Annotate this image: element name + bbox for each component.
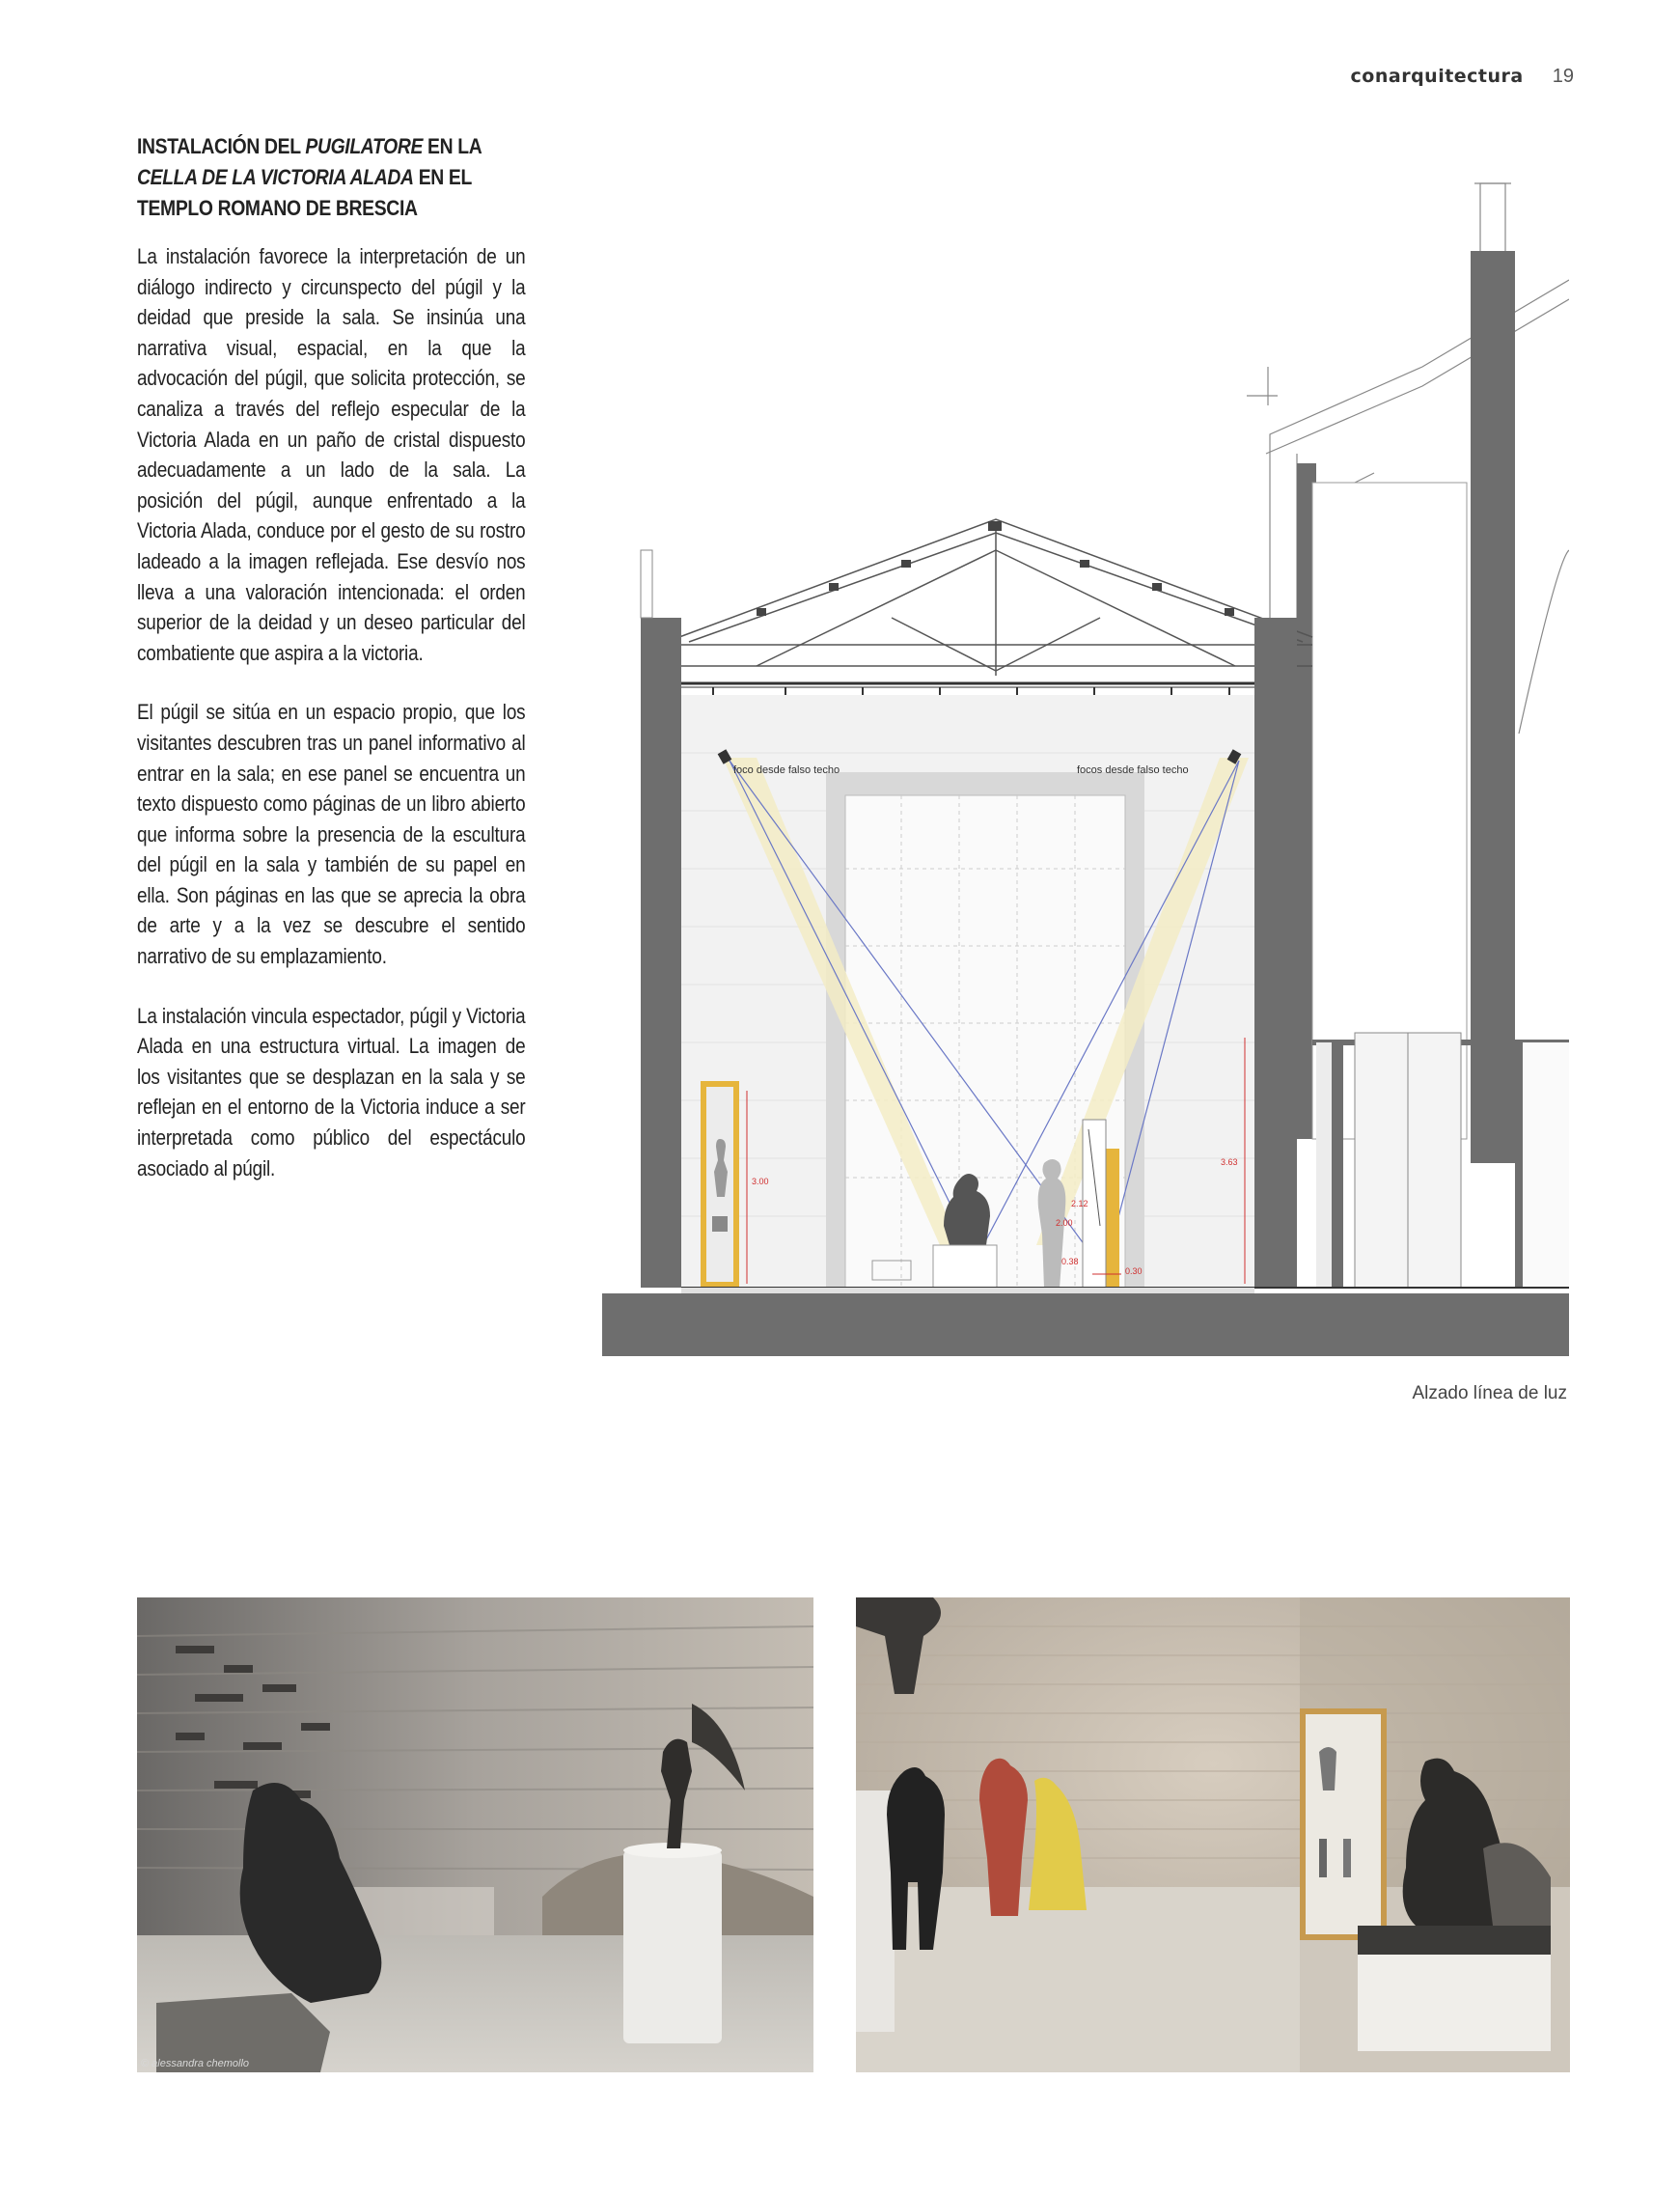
label-left-spot: foco desde falso techo xyxy=(733,764,840,776)
article-title xyxy=(137,131,485,224)
dim-3-00: 3.00 xyxy=(752,1177,769,1186)
dim-2-12: 2.12 xyxy=(1071,1199,1088,1208)
drawing-caption: Alzado línea de luz xyxy=(1412,1383,1567,1403)
photo-visitors-reflection xyxy=(856,1597,1570,2072)
page-number: 19 xyxy=(1552,66,1574,87)
right-chimney xyxy=(1471,251,1515,1163)
dim-0-30: 0.30 xyxy=(1125,1266,1143,1276)
dim-3-63: 3.63 xyxy=(1221,1157,1238,1167)
title-part: EN LA xyxy=(423,134,482,158)
photo-credit: © alessandra chemollo xyxy=(141,2058,250,2069)
floor-slab xyxy=(602,1293,1569,1356)
paragraph: El púgil se sitúa en un espacio propio, que los visitantes descubren tras un panel informativo al entrar en la sala; en ese panel se encuentra un texto dispuesto como páginas de un libro abierto que informa sobre la presencia de la escultura del púgil en la sala y también de su papel en ella. Son páginas en las que se aprecia la obra de arte y a la vez se descubre el sentido narrativo de su emplazamiento. xyxy=(137,700,526,969)
photo-boxer-victory xyxy=(137,1597,813,2072)
article-body xyxy=(137,241,525,1212)
dim-2-00: 2.00 xyxy=(1056,1218,1073,1228)
title-part: INSTALACIÓN DEL xyxy=(137,134,306,158)
left-wall xyxy=(641,618,681,1288)
title-part-italic: PUGILATORE xyxy=(305,134,424,158)
title-part: EN EL TEMPLO ROMANO DE BRESCIA xyxy=(137,165,472,220)
dim-0-38: 0.38 xyxy=(1061,1257,1079,1266)
page-header xyxy=(1351,66,1574,88)
label-right-spot: focos desde falso techo xyxy=(1077,764,1189,776)
title-part-italic: CELLA DE LA VICTORIA ALADA xyxy=(137,165,414,189)
section-drawing xyxy=(602,135,1569,1356)
paragraph: La instalación vincula espectador, púgil y Victoria Alada en una estructura virtual. La imagen de los visitantes que se desplazan en la sala y se reflejan en el entorno de la Victoria induce a ser interpretada como público del espectáculo asociado al púgil. xyxy=(137,1003,526,1180)
paragraph: La instalación favorece la interpretación de un diálogo indirecto y circunspecto del púgil y la deidad que preside la sala. Se insinúa una narrativa visual, espacial, en la que la advocación del púgil, que solicita protección, se canaliza a través del reflejo especular de la Victoria Alada en un paño de cristal dispuesto adecuadamente a un lado de la sala. La posición del púgil, aunque enfrentado a la Victoria Alada, conduce por el gesto de su rostro ladeado a la imagen reflejada. Ese desvío nos lleva a una valoración intencionada: el orden superior de la deidad y un deseo particular del combatiente que aspira a la victoria. xyxy=(137,244,526,665)
magazine-brand: conarquitectura xyxy=(1350,66,1524,87)
